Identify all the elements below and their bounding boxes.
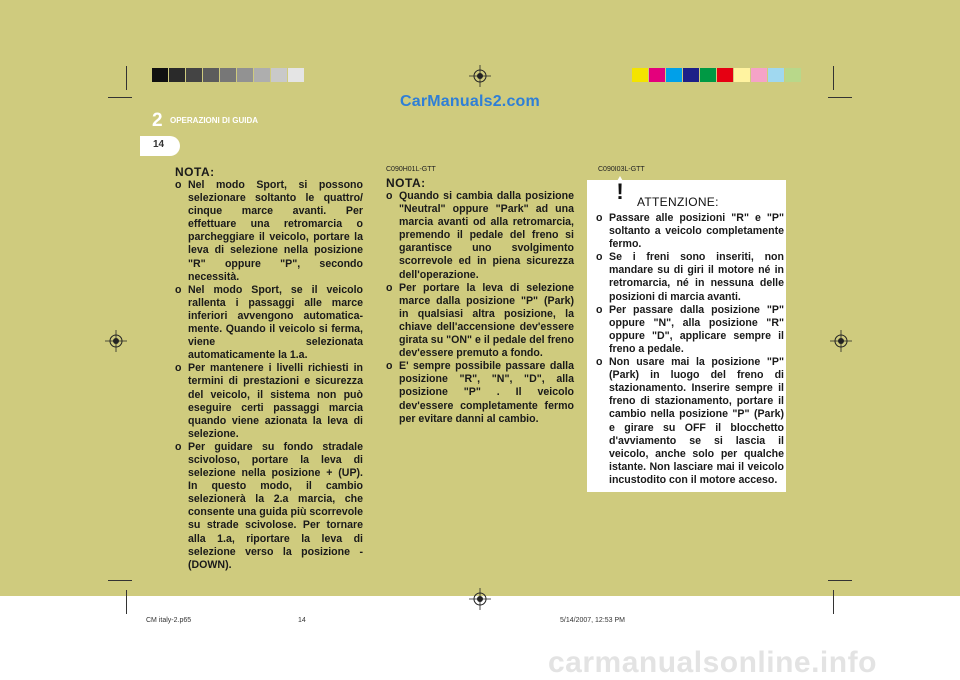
color-swatch [717,68,733,82]
warning-triangle-icon [603,175,637,205]
gray-swatch [254,68,270,82]
bottom-watermark: carmanualsonline.info [548,646,877,679]
list-item-text: Non usare mai la posizione "P" (Park) in luogo del freno di stazionamento. Inserire sempre il freno di stazionamento, portare il cambio nella posizione "P" (Park) e girare su OFF il blocchetto d'avviamento se si lascia il veicolo, anche solo per qualche istante. Non lasciare mai il veicolo incustodito con il motore acceso. [609,356,784,486]
footer-page-number: 14 [298,617,306,624]
list-item [175,362,363,441]
list-item-text: E' sempre possibile passare dalla posizione "R", "N", "D", alla posizione "P" . Il veicolo dev'essere completamente fermo per evitare danni al cambio. [399,360,574,425]
color-swatch [632,68,648,82]
list-item [596,251,784,303]
color-swatch [666,68,682,82]
color-swatch [700,68,716,82]
chapter-number: 2 [152,110,163,131]
list-item [596,212,784,251]
bullet: o [596,303,603,316]
gray-swatch [237,68,253,82]
list-item [596,356,784,487]
bullet: o [596,212,603,224]
list-item [175,179,363,284]
registration-mark-icon [830,330,852,352]
list-item-text: Per passare dalla posizione "P" oppure "N", alla posizione "R" oppure "D", applicare sempre il freno a pedale. [609,303,784,355]
warning-list [596,212,784,487]
color-swatch [649,68,665,82]
gray-swatch [186,68,202,82]
gray-swatch [271,68,287,82]
list-item [596,304,784,356]
list-item [175,284,363,363]
bullet: o [596,356,603,369]
color-swatch [683,68,699,82]
bullet: o [386,190,393,202]
note-heading: NOTA: [175,165,215,179]
page-number: 14 [153,139,165,150]
bullet: o [175,283,182,296]
color-swatch [785,68,801,82]
bullet: o [386,360,393,373]
bullet: o [175,179,182,191]
list-item [386,360,574,425]
gray-swatch [169,68,185,82]
list-item-text: Per portare la leva di selezione marce dalla posizione "P" (Park) in qualsiasi altra posizione, la chiave dell'accensione dev'essere girata su "ON" e il pedale del freno dev'essere premuto a fondo. [399,281,574,360]
list-item-text: Nel modo Sport, si possono selezionare soltanto le quattro/ cinque marce avanti. Per effettuare una retromarcia o parcheggiare il veicolo, portare la leva di selezione nella posizione "R" oppure "P", secondo necessità. [188,179,363,283]
warning-symbol: ! [616,179,624,204]
list-item-text: Se i freni sono inseriti, non mandare su di giri il motore né in retromarcia, né in nessuna delle posizioni di marcia avanti. [609,251,784,303]
list-item-text: Passare alle posizioni "R" e "P" soltanto a veicolo completamente fermo. [609,212,784,251]
color-swatch [734,68,750,82]
bullet: o [175,440,182,453]
color-swatch [751,68,767,82]
list-item [386,282,574,361]
note-column-2 [386,176,574,426]
watermark-link[interactable]: CarManuals2.com [400,93,540,110]
section-code: C090H01L-GTT [386,166,436,173]
list-item-text: Per mantenere i livelli richiesti in termini di prestazioni e sicurezza del veicolo, il sistema non può eseguire certi passaggi marcia quando viene azionata la leva di selezione. [188,362,363,440]
bullet: o [175,362,182,375]
note-heading: NOTA: [386,176,426,190]
list-item-text: Nel modo Sport, se il veicolo rallenta i passaggi alle marce inferiori avvengono automatica- mente. Quando il veicolo si ferma, viene selezionata automaticamente la 1.a. [188,283,363,362]
registration-mark-icon [469,65,491,87]
gray-swatch [203,68,219,82]
registration-mark-icon [105,330,127,352]
gray-swatch [220,68,236,82]
note-column-1 [175,165,363,572]
color-calibration-strip [632,68,802,82]
bullet: o [596,251,603,264]
list-item-text: Quando si cambia dalla posizione "Neutral" oppure "Park" ad una marcia avanti od alla retromarcia, premendo il pedale del freno si garantisce uno svolgimento scorrevole ed in piena sicurezza dell'operazione. [399,190,574,281]
color-swatch [768,68,784,82]
gray-swatch [288,68,304,82]
chapter-title: OPERAZIONI DI GUIDA [170,116,259,125]
footer-date: 5/14/2007, 12:53 PM [560,617,625,624]
section-code: C090I03L-GTT [598,166,645,173]
footer-file-name: CM italy-2.p65 [146,617,192,624]
gray-swatch [152,68,168,82]
list-item-text: Per guidare su fondo stradale scivoloso, portare la leva di selezione nella posizione + (UP). In questo modo, il cambio selezionerà la 2.a marcia, che consente una guida più scorrevole su strade scivolose. Per tornare alla 1.a, riportare la leva di selezione verso la posizione - (DOWN). [188,440,363,571]
bullet: o [386,281,393,294]
list-item [175,441,363,572]
registration-mark-icon [469,588,491,610]
gray-calibration-strip [152,68,305,82]
list-item [386,190,574,282]
warning-heading: ATTENZIONE: [637,195,719,209]
